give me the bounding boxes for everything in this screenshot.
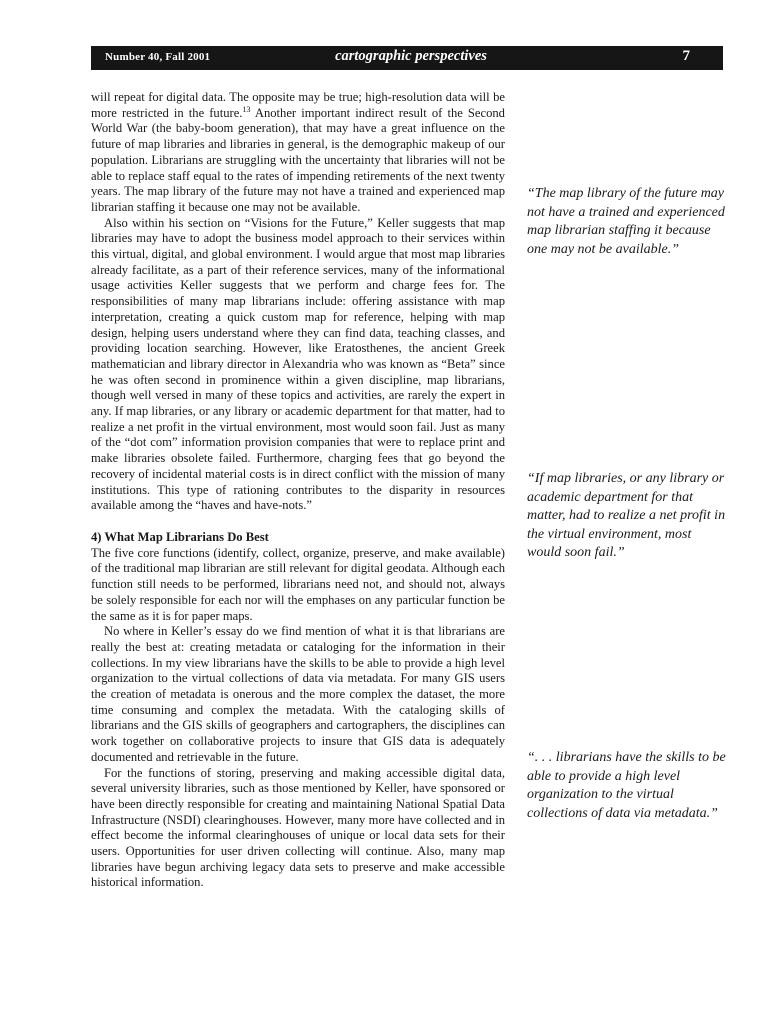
paragraph xyxy=(91,90,505,216)
main-text-column xyxy=(91,90,505,891)
paragraph: For the functions of storing, preserving and making accessible digital data, several university libraries, such as those mentioned by Keller, have sponsored or have been directly responsible for creating and maintaining National Spatial Data Infrastructure (NSDI) clearinghouses. However, many more have collected and in effect become the informal clearinghouses of unique or local data sets for their users. Opportunities for user driven collecting will continue. Also, many map libraries have begun archiving legacy data sets to preserve and make accessible historical information. xyxy=(91,765,505,890)
running-header xyxy=(91,46,723,70)
journal-title: cartographic perspectives xyxy=(335,48,487,64)
pull-quote: “If map libraries, or any library or academic department for that matter, had to realize a net profit in the virtual environment, most would soon fail.” xyxy=(527,471,726,561)
page-number: 7 xyxy=(682,48,690,64)
pull-quote: “The map library of the future may not have a trained and experienced map librarian staffing it because one may not be available.” xyxy=(527,186,725,257)
paragraph-text: will repeat for digital data. The opposite may be true; high-resolution data will be more restricted in the future. xyxy=(91,90,505,120)
footnote-reference: 13 xyxy=(242,104,251,114)
section-heading: 4) What Map Librarians Do Best xyxy=(91,529,269,544)
paragraph-text: Another important indirect result of the Second World War (the baby-boom generation), that may have a great influence on the future of map libraries and libraries in general, is the demographic makeup of our population. Librarians are struggling with the uncertainty that libraries will not be able to replace staff equal to the rates of impending retirements of the next twenty years. The map library of the future may not have a trained and experienced map librarian staffing it because one may not be available. xyxy=(91,105,505,214)
paragraph: The five core functions (identify, collect, organize, preserve, and make available) of the traditional map librarian are still relevant for digital geodata. Although each function still needs to be performed, librarians need not, and should not, always be solely responsible for each nor will the emphases on any particular function be the same as it is for paper maps. xyxy=(91,545,505,623)
paragraph: Also within his section on “Visions for the Future,” Keller suggests that map libraries may have to adopt the business model approach to their services within this virtual, digital, and global environment. I would argue that most map libraries already facilitate, as a part of their reference services, many of the informational usage activities Keller suggests that we perform and charge fees for. The responsibilities of many map librarians include: offering assistance with map interpretation, creating a quick custom map for reference, helping with map design, helping users understand where they can find data, teaching classes, and providing location searching. However, like Eratosthenes, the ancient Greek mathematician and library director in Alexandria who was known as “Beta” since he was often second in prominence within a given discipline, map librarians, though well versed in many of these topics and activities, are rarely the expert in any. If map libraries, or any library or academic department for that matter, had to realize a net profit in the virtual environment, most would soon fail. Just as many of the “dot com” information provision companies that were to replace print and make libraries obsolete failed. Furthermore, charging fees that go beyond the recovery of incidental material costs is in direct conflict with the mission of many institutions. This type of rationing contributes to the disparity in resources available among the “haves and have-nots.” xyxy=(91,215,505,513)
pull-quote: “. . . librarians have the skills to be able to provide a high level organization to the virtual collections of data via metadata.” xyxy=(527,750,726,821)
issue-number: Number 40, Fall 2001 xyxy=(105,51,211,63)
paragraph: No where in Keller’s essay do we find mention of what it is that librarians are really the best at: creating metadata or cataloging for the information in their collections. In my view librarians have the skills to be able to provide a high level organization to the virtual collections of data via metadata. For many GIS users the creation of metadata is onerous and the more complex the dataset, the more time consuming and complex the metadata. With the cataloging skills of librarians and the GIS skills of geographers and cartographers, the disciplines can work together on collaborative projects to insure that GIS data is adequately documented and retrievable in the future. xyxy=(91,624,505,764)
